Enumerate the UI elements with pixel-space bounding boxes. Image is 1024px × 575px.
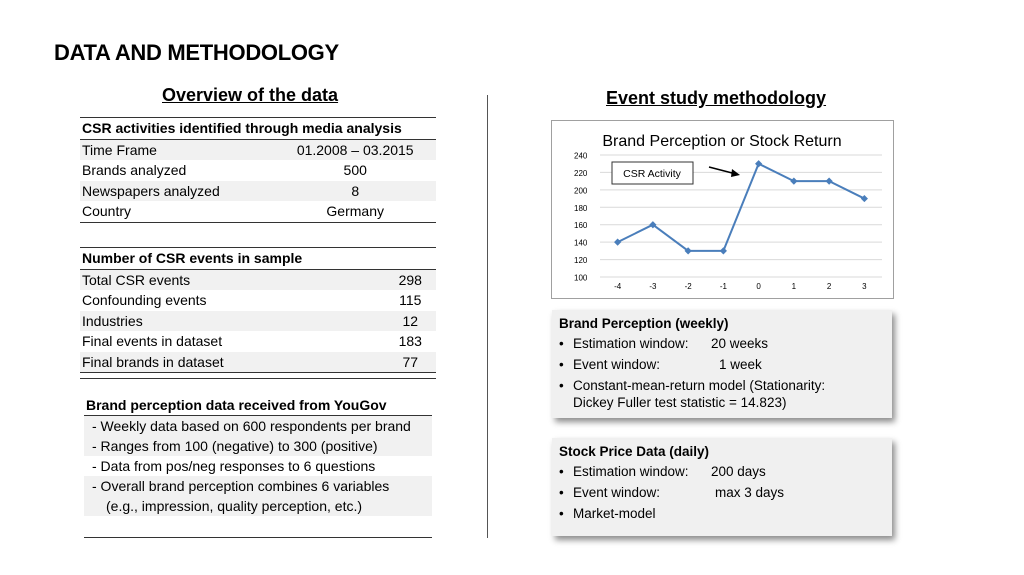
item-value: 1 week [719, 357, 762, 372]
y-tick-label: 180 [574, 203, 588, 213]
table-row [80, 160, 436, 181]
row-label: Final brands in dataset [80, 352, 383, 373]
row-label: Total CSR events [80, 269, 383, 290]
item-value: 20 weeks [711, 336, 769, 351]
item-label: Estimation window: [573, 336, 689, 351]
csr-activities-table [80, 117, 436, 223]
y-tick-label: 140 [574, 238, 588, 248]
bullet-icon: • [559, 336, 564, 351]
table-row [80, 201, 436, 222]
row-label: Industries [80, 311, 383, 332]
x-tick-label: -3 [649, 282, 657, 291]
table-row [80, 331, 436, 352]
table-rule [80, 378, 436, 379]
table-row [80, 181, 436, 202]
bullet-icon: • [559, 506, 564, 521]
table-row [80, 311, 436, 332]
table-row [80, 139, 436, 160]
table-row [80, 269, 436, 290]
row-value: 77 [383, 352, 436, 373]
x-tick-label: 2 [826, 282, 832, 291]
data-point [861, 195, 868, 202]
table-header: CSR activities identified through media analysis [80, 118, 436, 140]
x-tick-label: 3 [862, 282, 867, 291]
list-item [559, 484, 892, 501]
chart-title: Brand Perception or Stock Return [602, 133, 842, 150]
row-value: 12 [383, 311, 436, 332]
row-label: Country [82, 203, 132, 220]
x-tick-label: -1 [719, 282, 727, 291]
box-header: Brand Perception (weekly) [559, 316, 729, 331]
item-label: Estimation window: [573, 464, 689, 479]
item-value: 200 days [711, 464, 766, 479]
yougov-rule [84, 537, 432, 538]
row-value: 500 [343, 162, 367, 179]
data-point [755, 160, 762, 167]
x-tick-label: 1 [791, 282, 797, 291]
row-label: Time Frame [80, 139, 272, 160]
csr-events-table [80, 247, 436, 373]
list-item: - Weekly data based on 600 respondents per brand [84, 416, 432, 436]
x-tick-label: -2 [684, 282, 692, 291]
overview-title: Overview of the data [162, 85, 339, 105]
data-point [614, 239, 621, 246]
brand-perception-box [552, 310, 892, 418]
page-title: DATA AND METHODOLOGY [54, 40, 339, 65]
x-tick-label: 0 [756, 282, 761, 291]
list-item [559, 356, 892, 373]
bullet-icon: • [559, 485, 564, 500]
y-tick-label: 160 [574, 221, 588, 231]
model-label: Market-model [573, 506, 656, 521]
annotation-label: CSR Activity [623, 168, 681, 180]
x-tick-label: -4 [614, 282, 622, 291]
box-header: Stock Price Data (daily) [559, 444, 710, 459]
model-line-2: Dickey Fuller test statistic = 14.823) [573, 395, 787, 410]
list-item: - Overall brand perception combines 6 variables [84, 476, 432, 496]
list-item: - Data from pos/neg responses to 6 questions [92, 458, 376, 474]
row-value: Germany [326, 203, 384, 220]
list-item: (e.g., impression, quality perception, etc.) [84, 496, 432, 516]
table-row [80, 352, 436, 373]
data-point [790, 178, 797, 185]
item-value: max 3 days [715, 485, 785, 500]
model-line-1: Constant-mean-return model (Stationarity: [573, 378, 826, 393]
y-tick-label: 200 [574, 186, 588, 196]
bullet-icon: • [559, 357, 564, 372]
stock-price-box [552, 438, 892, 536]
chart-svg [552, 121, 893, 298]
list-item [559, 377, 892, 411]
table-row [80, 290, 436, 311]
data-point [826, 178, 833, 185]
y-tick-label: 120 [574, 256, 588, 266]
event-study-chart [551, 120, 894, 299]
y-tick-label: 220 [574, 168, 588, 178]
row-value: 8 [272, 181, 436, 202]
row-label: Final events in dataset [82, 333, 223, 350]
methodology-title: Event study methodology [606, 88, 827, 108]
table-header: Number of CSR events in sample [80, 248, 436, 270]
item-label: Event window: [573, 357, 661, 372]
row-label: Newspapers analyzed [80, 181, 272, 202]
list-item [559, 463, 892, 480]
row-value: 298 [383, 269, 436, 290]
list-item [559, 505, 892, 522]
list-item [559, 335, 892, 352]
y-tick-label: 100 [574, 273, 588, 283]
bullet-icon: • [559, 378, 564, 393]
row-value: 183 [398, 333, 422, 350]
item-label: Event window: [573, 485, 661, 500]
yougov-block [84, 395, 432, 516]
bullet-icon: • [559, 464, 564, 479]
row-label: Confounding events [82, 292, 207, 309]
row-value: 01.2008 – 03.2015 [272, 139, 436, 160]
column-divider [487, 95, 488, 538]
y-tick-label: 240 [574, 151, 588, 161]
row-value: 115 [399, 292, 422, 309]
row-label: Brands analyzed [82, 162, 187, 179]
yougov-header: Brand perception data received from YouGov [84, 395, 432, 416]
data-point [720, 247, 727, 254]
list-item: - Ranges from 100 (negative) to 300 (positive) [84, 436, 432, 456]
arrowhead-icon [731, 169, 740, 177]
